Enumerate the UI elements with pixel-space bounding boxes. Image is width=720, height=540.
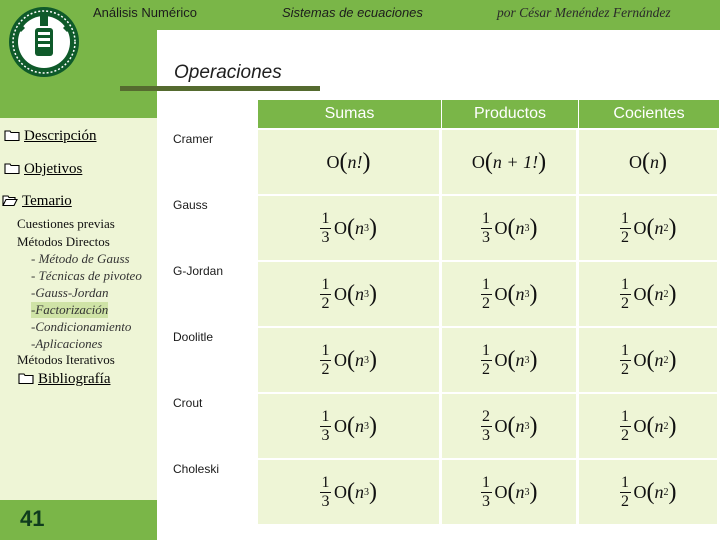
folder-icon — [4, 162, 20, 174]
fraction-denominator: 2 — [321, 294, 330, 312]
fraction-denominator: 3 — [482, 426, 490, 444]
fraction-denominator: 2 — [621, 492, 629, 510]
nav-temario-label: Temario — [22, 193, 72, 209]
fraction — [481, 475, 492, 510]
fraction — [320, 211, 331, 246]
fraction — [481, 277, 492, 312]
fraction-denominator: 3 — [482, 228, 490, 246]
folder-icon — [18, 372, 34, 384]
fraction — [620, 475, 631, 510]
fraction-denominator: 2 — [621, 228, 629, 246]
topic-title: Sistemas de ecuaciones — [282, 5, 423, 20]
nav-descripcion-label: Descripción — [24, 128, 97, 144]
exponent: 2 — [663, 354, 669, 366]
fraction-numerator: 1 — [321, 209, 330, 227]
complexity-cell — [258, 394, 439, 458]
row-label: Crout — [166, 394, 256, 458]
nav-bibliografia-label: Bibliografía — [38, 371, 111, 387]
complexity-cell — [442, 262, 576, 326]
complexity-formula: $\frac{1}{3}$ O ( n 3 ) — [482, 209, 538, 246]
row-label: Doolitle — [166, 328, 256, 392]
fraction — [320, 409, 331, 444]
fraction-numerator: 1 — [621, 341, 629, 359]
complexity-cell — [579, 460, 717, 524]
temario-item-condicionamiento[interactable]: -Condicionamiento — [31, 319, 132, 334]
title-underline — [120, 86, 320, 91]
exponent: 3 — [364, 420, 369, 432]
complexity-cell — [258, 328, 439, 392]
complexity-formula: $\frac{1}{2}$ O ( n 2 ) — [621, 209, 677, 246]
formula-argument: n — [650, 151, 659, 172]
fraction-numerator: 1 — [621, 407, 629, 425]
operations-table — [166, 100, 719, 528]
fraction-denominator: 2 — [482, 360, 490, 378]
fraction — [620, 211, 631, 246]
complexity-formula: $\frac{1}{2}$ O ( n 3 ) — [482, 341, 538, 378]
row-label: G-Jordan — [166, 262, 256, 326]
folder-icon — [4, 129, 20, 141]
complexity-formula: $\frac{1}{3}$ O ( n 3 ) — [321, 209, 377, 246]
temario-item-metodos-directos[interactable]: Métodos Directos — [17, 234, 110, 249]
fraction-numerator: 1 — [482, 473, 490, 491]
folder-open-icon — [2, 194, 18, 206]
fraction-numerator: 1 — [321, 275, 330, 293]
exponent: 3 — [364, 288, 369, 300]
exponent: 3 — [364, 486, 369, 498]
complexity-cell — [258, 196, 439, 260]
exponent: 3 — [524, 288, 530, 300]
complexity-cell — [258, 130, 439, 194]
complexity-cell — [442, 196, 576, 260]
fraction-denominator: 2 — [621, 294, 629, 312]
fraction-numerator: 1 — [621, 275, 629, 293]
nav-descripcion[interactable] — [4, 128, 96, 145]
complexity-formula: $\frac{1}{3}$ O ( n 3 ) — [321, 473, 377, 510]
complexity-cell — [579, 328, 717, 392]
fraction — [320, 475, 331, 510]
complexity-formula: $\frac{1}{2}$ O ( n 3 ) — [321, 275, 377, 312]
complexity-cell — [579, 262, 717, 326]
fraction — [481, 409, 492, 444]
author-line: por César Menéndez Fernández — [497, 5, 671, 20]
column-header-sumas: Sumas — [258, 100, 441, 128]
temario-item-pivoteo[interactable]: - Técnicas de pivoteo — [31, 268, 142, 283]
fraction-numerator: 1 — [621, 209, 629, 227]
fraction-numerator: 1 — [482, 275, 490, 293]
fraction — [620, 343, 631, 378]
temario-item-aplicaciones[interactable]: -Aplicaciones — [31, 336, 103, 351]
page-number: 41 — [20, 506, 45, 531]
complexity-cell — [579, 130, 717, 194]
fraction — [620, 409, 631, 444]
row-label: Choleski — [166, 460, 256, 524]
column-header-cocientes: Cocientes — [579, 100, 719, 128]
exponent: 3 — [524, 486, 530, 498]
course-title: Análisis Numérico — [93, 5, 198, 20]
fraction-numerator: 1 — [321, 473, 330, 491]
fraction-numerator: 1 — [321, 407, 330, 425]
exponent: 3 — [524, 222, 530, 234]
university-seal-logo — [5, 2, 83, 82]
complexity-formula: O ( n! ) — [326, 149, 371, 175]
complexity-formula: $\frac{1}{2}$ O ( n 2 ) — [621, 275, 677, 312]
exponent: 3 — [524, 354, 530, 366]
formula-argument: n + 1! — [492, 151, 539, 172]
nav-bibliografia[interactable] — [18, 371, 110, 388]
fraction-numerator: 2 — [482, 407, 490, 425]
complexity-cell — [579, 196, 717, 260]
exponent: 3 — [364, 222, 369, 234]
fraction — [320, 277, 331, 312]
temario-item-gauss[interactable]: - Método de Gauss — [31, 251, 130, 266]
fraction-numerator: 1 — [321, 341, 330, 359]
complexity-cell — [442, 394, 576, 458]
complexity-cell — [258, 262, 439, 326]
complexity-formula: $\frac{1}{2}$ O ( n 3 ) — [321, 341, 377, 378]
complexity-cell — [442, 460, 576, 524]
temario-item-factorizacion[interactable]: -Factorización — [31, 302, 109, 317]
page-title: Operaciones — [174, 62, 282, 83]
complexity-formula: $\frac{1}{3}$ O ( n 3 ) — [482, 473, 538, 510]
fraction-numerator: 1 — [482, 209, 490, 227]
complexity-cell — [442, 328, 576, 392]
temario-item-gauss-jordan[interactable]: -Gauss-Jordan — [31, 285, 109, 300]
complexity-formula: O ( n + 1! ) — [471, 149, 547, 175]
temario-item-metodos-iterativos[interactable]: Métodos Iterativos — [17, 352, 115, 367]
complexity-formula: $\frac{1}{2}$ O ( n 2 ) — [621, 407, 677, 444]
fraction — [481, 211, 492, 246]
fraction — [620, 277, 631, 312]
complexity-formula: $\frac{1}{2}$ O ( n 3 ) — [482, 275, 538, 312]
complexity-formula: $\frac{2}{3}$ O ( n 3 ) — [482, 407, 538, 444]
fraction-denominator: 3 — [321, 492, 330, 510]
column-header-productos: Productos — [442, 100, 578, 128]
complexity-cell — [442, 130, 576, 194]
fraction-numerator: 1 — [621, 473, 629, 491]
complexity-formula: $\frac{1}{2}$ O ( n 2 ) — [621, 473, 677, 510]
fraction-denominator: 2 — [321, 360, 330, 378]
fraction — [320, 343, 331, 378]
complexity-formula: O ( n ) — [629, 149, 667, 175]
exponent: 2 — [663, 486, 669, 498]
temario-item-cuestiones[interactable]: Cuestiones previas — [17, 216, 115, 231]
formula-argument: n! — [347, 151, 363, 172]
complexity-formula: $\frac{1}{2}$ O ( n 2 ) — [621, 341, 677, 378]
nav-objetivos[interactable] — [4, 161, 82, 178]
fraction-denominator: 3 — [321, 228, 330, 246]
exponent: 3 — [524, 420, 530, 432]
fraction-denominator: 3 — [321, 426, 330, 444]
nav-temario[interactable] — [2, 193, 72, 210]
fraction-denominator: 2 — [482, 294, 490, 312]
row-label: Gauss — [166, 196, 256, 260]
complexity-cell — [258, 460, 439, 524]
fraction-numerator: 1 — [482, 341, 490, 359]
complexity-formula: $\frac{1}{3}$ O ( n 3 ) — [321, 407, 377, 444]
exponent: 2 — [663, 420, 669, 432]
exponent: 2 — [663, 222, 669, 234]
fraction — [481, 343, 492, 378]
fraction-denominator: 2 — [621, 360, 629, 378]
row-label: Cramer — [166, 130, 256, 194]
complexity-cell — [579, 394, 717, 458]
fraction-denominator: 3 — [482, 492, 490, 510]
nav-objetivos-label: Objetivos — [24, 161, 83, 177]
exponent: 3 — [364, 354, 369, 366]
exponent: 2 — [663, 288, 669, 300]
fraction-denominator: 2 — [621, 426, 629, 444]
